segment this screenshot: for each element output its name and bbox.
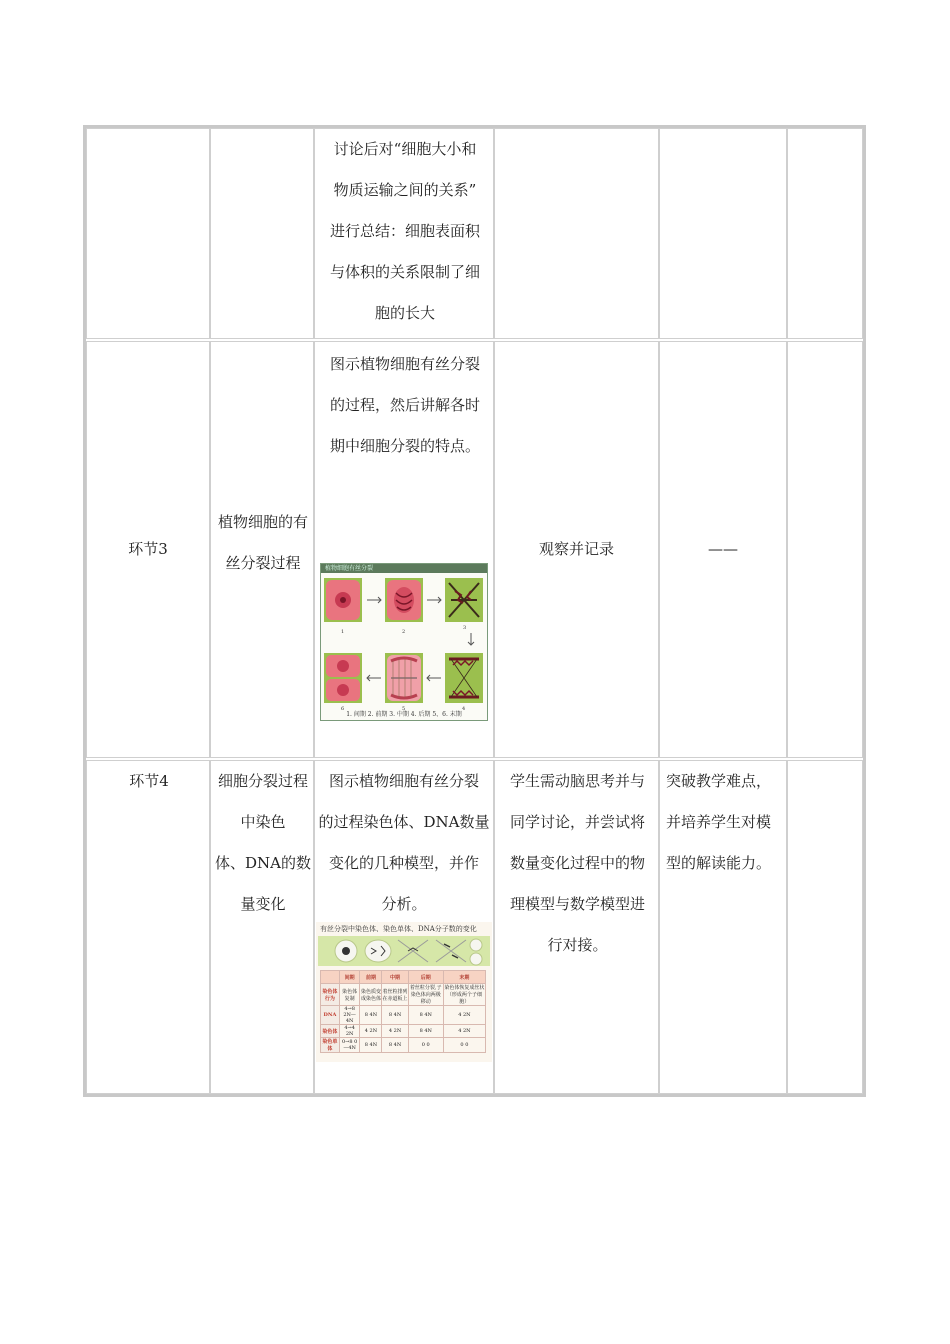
table-cell: 0 0 xyxy=(443,1038,485,1053)
stage-number: 3 xyxy=(463,625,467,631)
table-cell: 8 4N xyxy=(382,1006,408,1025)
table-header xyxy=(321,971,340,984)
row2-intent-cell xyxy=(659,341,787,758)
table-cell: 染色体 xyxy=(321,1025,340,1038)
stage-number: 5 xyxy=(402,706,406,712)
table-cell: 8 4N xyxy=(382,1038,408,1053)
cell-telophase-late xyxy=(324,653,362,703)
row3-intent-cell xyxy=(659,760,787,1094)
row3-stage-cell xyxy=(86,760,210,1094)
table-header: 后期 xyxy=(408,971,443,984)
text-line: 同学讨论，并尝试将 xyxy=(509,813,645,831)
table-cell: 着丝粒排列在赤道板上 xyxy=(382,984,408,1006)
text-line: 与体积的关系限制了细 xyxy=(329,263,480,281)
text-line: 理模型与数学模型进 xyxy=(509,895,645,913)
text-line: 量变化 xyxy=(240,895,286,913)
text-line: 变化的几种模型，并作 xyxy=(328,854,479,872)
cell-stage-icons xyxy=(316,934,492,968)
text-line: 讨论后对“细胞大小和 xyxy=(333,140,477,158)
table-cell: 4 2N xyxy=(382,1025,408,1038)
chromosome-dna-table-figure xyxy=(316,922,492,1062)
stage-label: 环节4 xyxy=(129,772,169,790)
row1-student-cell xyxy=(494,128,659,339)
table-cell: DNA xyxy=(321,1006,340,1025)
diagram-title: 植物细胞有丝分裂 xyxy=(321,564,487,573)
row2-student-cell xyxy=(494,341,659,758)
row2-topic-cell xyxy=(210,341,314,758)
text-line: 行对接。 xyxy=(547,936,608,954)
text-line: 体、DNA的数 xyxy=(215,854,311,872)
row1-intent-cell xyxy=(659,128,787,339)
text-line: 植物细胞的有 xyxy=(217,513,308,531)
row1-topic-cell xyxy=(210,128,314,339)
text-line: 型的解读能力。 xyxy=(666,854,772,872)
table-header: 前期 xyxy=(360,971,382,984)
text-line: 细胞分裂过程 xyxy=(217,772,308,790)
chromosome-count-table xyxy=(320,970,486,1053)
stage-label: 环节3 xyxy=(128,540,168,558)
table-cell: 8 4N xyxy=(360,1038,382,1053)
table-cell: 8 4N xyxy=(408,1006,443,1025)
stage-number: 4 xyxy=(462,706,466,712)
table-cell: 染色质变成染色体 xyxy=(360,984,382,1006)
table-header: 中期 xyxy=(382,971,408,984)
stage-number: 6 xyxy=(341,706,345,712)
stage-number: 2 xyxy=(402,629,406,635)
text-line: 数量变化过程中的物 xyxy=(509,854,645,872)
text-line: 胞的长大 xyxy=(374,304,435,322)
text-line: 图示植物细胞有丝分裂 xyxy=(328,772,479,790)
table-cell: 染色体行为 xyxy=(321,984,340,1006)
table-cell: 4 2N xyxy=(443,1025,485,1038)
row1-stage-cell xyxy=(86,128,210,339)
table-cell: 8 4N xyxy=(408,1025,443,1038)
intent-dash: —— xyxy=(708,540,738,558)
row2-stage-cell xyxy=(86,341,210,758)
row1-teacher-cell xyxy=(314,128,494,339)
stage-number: 1 xyxy=(341,629,345,635)
student-activity: 观察并记录 xyxy=(538,540,614,558)
table-cell: 0 0 xyxy=(408,1038,443,1053)
text-line: 物质运输之间的关系” xyxy=(333,181,477,199)
table-cell: 染色体复制 xyxy=(339,984,360,1006)
table-cell: 着丝粒分裂,子染色体向两极移动 xyxy=(409,985,442,1005)
table-cell: 染色体恢复成丝状（形成两个子细胞） xyxy=(444,985,485,1005)
text-line: 学生需动脑思考并与 xyxy=(509,772,645,790)
cell-metaphase xyxy=(445,578,483,622)
row3-student-cell xyxy=(494,760,659,1094)
text-line: 中染色 xyxy=(240,813,286,831)
text-line: 丝分裂过程 xyxy=(225,554,301,572)
table-cell: 4 2N xyxy=(360,1025,382,1038)
table-cell: 4→4 2N xyxy=(339,1025,360,1038)
row1-note-cell xyxy=(787,128,863,339)
mitosis-diagram xyxy=(320,563,488,721)
table-header: 间期 xyxy=(339,971,360,984)
mitosis-stages-illustration xyxy=(321,573,487,719)
diagram-caption: 1. 间期 2. 前期 3. 中期 4. 后期 5、6. 末期 xyxy=(346,711,462,718)
row2-note-cell xyxy=(787,341,863,758)
table-cell: 4 2N xyxy=(443,1006,485,1025)
text-line: 期中细胞分裂的特点。 xyxy=(329,437,480,455)
figure-title: 有丝分裂中染色体、染色单体、DNA分子数的变化 xyxy=(320,925,477,933)
text-line: 进行总结：细胞表面积 xyxy=(329,222,480,240)
table-header: 末期 xyxy=(443,971,485,984)
cell-interphase xyxy=(324,578,362,622)
cell-prophase xyxy=(385,578,423,622)
text-line: 突破教学难点， xyxy=(666,772,772,790)
table-cell: 0→8 0—4N xyxy=(339,1038,360,1053)
table-cell: 8 4N xyxy=(360,1006,382,1025)
row3-topic-cell xyxy=(210,760,314,1094)
row3-note-cell xyxy=(787,760,863,1094)
table-cell: 染色单体 xyxy=(322,1039,338,1052)
text-line: 并培养学生对模 xyxy=(666,813,772,831)
cell-telophase xyxy=(385,653,423,703)
cell-anaphase xyxy=(445,653,483,703)
table-cell: 4→8 2N—4N xyxy=(339,1006,360,1025)
text-line: 图示植物细胞有丝分裂 xyxy=(329,355,480,373)
text-line: 的过程染色体、DNA数量 xyxy=(318,813,490,831)
text-line: 分析。 xyxy=(381,895,427,913)
text-line: 的过程，然后讲解各时 xyxy=(329,396,480,414)
